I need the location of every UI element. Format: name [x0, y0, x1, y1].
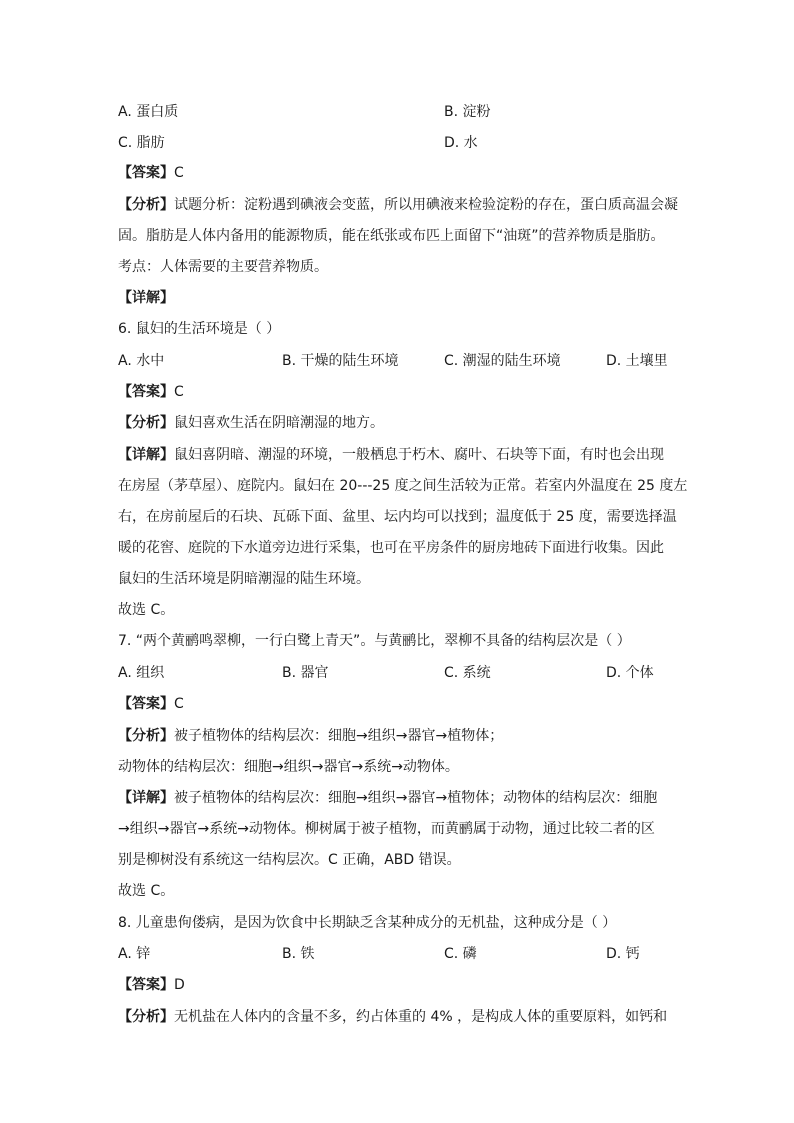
analysis-tag: 【分析】 [118, 728, 174, 744]
q6-option-a: A. 水中 [118, 353, 165, 369]
analysis-text: 试题分析：淀粉遇到碘液会变蓝，所以用碘液来检验淀粉的存在，蛋白质高温会凝 [174, 197, 678, 213]
q6-detail-line-3: 右，在房前屋后的石块、瓦砾下面、盆里、坛内均可以找到；温度低于 25 度，需要选择温 [118, 509, 677, 525]
q7-option-a: A. 组织 [118, 665, 165, 681]
q8-option-b: B. 铁 [282, 946, 315, 962]
q7-detail-line-3: 别是柳树没有系统这一结构层次。C 正确，ABD 错误。 [118, 852, 461, 868]
q5-answer [118, 163, 678, 183]
answer-tag: 【答案】 [118, 165, 174, 181]
q5-analysis-line-2: 固。脂肪是人体内备用的能源物质，能在纸张或布匹上面留下“油斑”的营养物质是脂肪。 [118, 228, 665, 244]
q7-option-c: C. 系统 [444, 665, 491, 681]
q6-stem: 6. 鼠妇的生活环境是（ ） [118, 321, 281, 337]
q6-detail-line-1 [118, 445, 678, 465]
detail-text: 鼠妇喜阴暗、潮湿的环境，一般栖息于朽木、腐叶、石块等下面，有时也会出现 [174, 447, 664, 463]
q6-answer [118, 382, 678, 402]
q6-option-d: D. 土壤里 [606, 353, 668, 369]
q7-analysis-line-2: 动物体的结构层次：细胞→组织→器官→系统→动物体。 [118, 759, 459, 775]
analysis-tag: 【分析】 [118, 415, 174, 431]
q6-detail-line-2: 在房屋（茅草屋）、庭院内。鼠妇在 20---25 度之间生活较为正常。若室内外温度在 25 度左 [118, 478, 688, 494]
q6-conclusion: 故选 C。 [118, 602, 175, 618]
q5-option-b: B. 淀粉 [444, 104, 491, 120]
q8-option-c: C. 磷 [444, 946, 477, 962]
q7-conclusion: 故选 C。 [118, 883, 175, 899]
q6-option-b: B. 干燥的陆生环境 [282, 353, 399, 369]
detail-tag: 【详解】 [118, 290, 174, 306]
q5-option-c: C. 脂肪 [118, 135, 165, 151]
detail-tag: 【详解】 [118, 790, 174, 806]
q6-detail-line-4: 暖的花窖、庭院的下水道旁边进行采集，也可在平房条件的厨房地砖下面进行收集。因此 [118, 540, 664, 556]
analysis-tag: 【分析】 [118, 1009, 174, 1025]
analysis-text: 被子植物体的结构层次：细胞→组织→器官→植物体； [174, 728, 504, 744]
detail-tag: 【详解】 [118, 447, 174, 463]
answer-tag: 【答案】 [118, 384, 174, 400]
analysis-tag: 【分析】 [118, 197, 174, 213]
detail-text: 被子植物体的结构层次：细胞→组织→器官→植物体；动物体的结构层次：细胞 [174, 790, 658, 806]
q5-analysis-line-1 [118, 195, 678, 215]
q7-option-b: B. 器官 [282, 665, 329, 681]
q7-analysis-line-1 [118, 726, 678, 746]
answer-tag: 【答案】 [118, 696, 174, 712]
q8-stem: 8. 儿童患佝偻病，是因为饮食中长期缺乏含某种成分的无机盐，这种成分是（ ） [118, 915, 617, 931]
answer-value: C [174, 384, 184, 400]
analysis-text: 鼠妇喜欢生活在阴暗潮湿的地方。 [174, 415, 384, 431]
q8-option-a: A. 锌 [118, 946, 151, 962]
answer-value: C [174, 165, 184, 181]
q5-option-d: D. 水 [444, 135, 478, 151]
q5-analysis-line-3: 考点：人体需要的主要营养物质。 [118, 259, 328, 275]
q7-option-d: D. 个体 [606, 665, 654, 681]
answer-value: C [174, 696, 184, 712]
q7-detail-line-2: →组织→器官→系统→动物体。柳树属于被子植物，而黄鹂属于动物，通过比较二者的区 [118, 821, 655, 837]
q7-answer [118, 694, 678, 714]
q6-detail-line-5: 鼠妇的生活环境是阴暗潮湿的陆生环境。 [118, 571, 370, 587]
q7-detail-line-1 [118, 788, 678, 808]
q6-analysis [118, 413, 678, 433]
q6-option-c: C. 潮湿的陆生环境 [444, 353, 561, 369]
q5-option-a: A. 蛋白质 [118, 104, 179, 120]
q8-analysis [118, 1007, 678, 1027]
analysis-text: 无机盐在人体内的含量不多，约占体重的 4% ，是构成人体的重要原料，如钙和 [174, 1009, 668, 1025]
q7-stem: 7. “两个黄鹂鸣翠柳，一行白鹭上青天”。与黄鹂比，翠柳不具备的结构层次是（ ） [118, 633, 631, 649]
q8-answer [118, 975, 678, 995]
answer-tag: 【答案】 [118, 977, 174, 993]
answer-value: D [174, 977, 185, 993]
q5-detail [118, 288, 678, 308]
q8-option-d: D. 钙 [606, 946, 640, 962]
